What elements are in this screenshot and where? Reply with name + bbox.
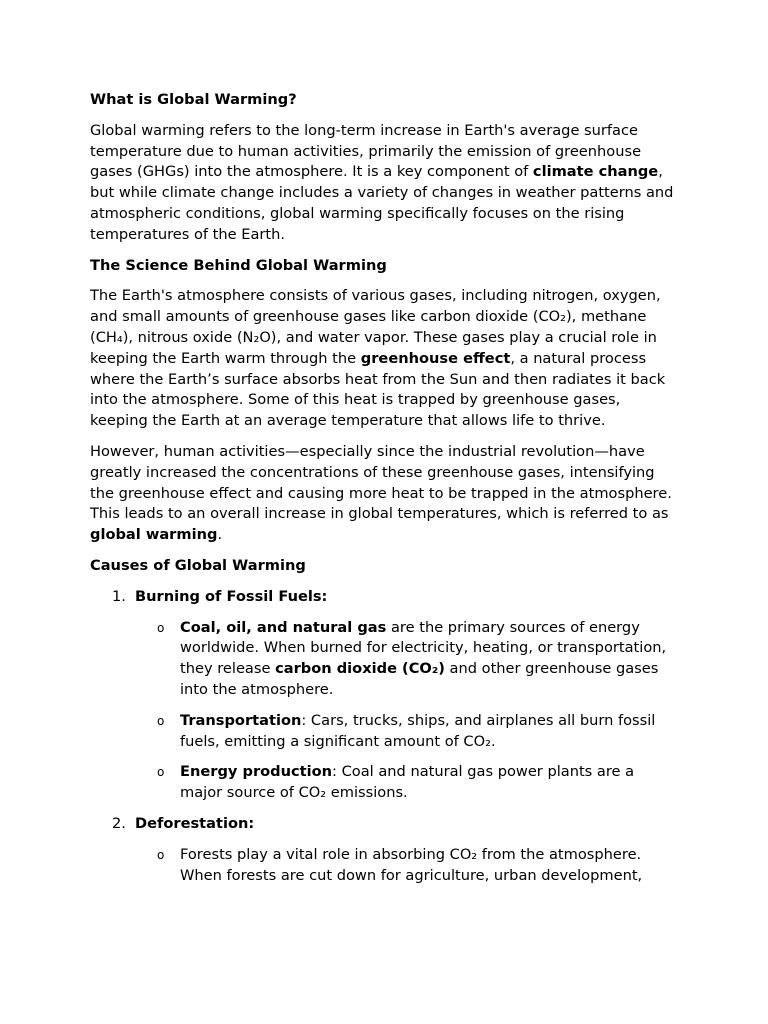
- document-page: [90, 90, 680, 896]
- cause-label: Deforestation:: [135, 814, 255, 832]
- cause-label: Burning of Fossil Fuels:: [135, 587, 328, 605]
- bullet-coal-oil-gas: o Coal, oil, and natural gas are the primary sources of energy worldwide. When burned for electricity, heating, or transportation, they release carbon dioxide (CO₂) and other greenhouse gases into the atmosphere.: [157, 618, 667, 698]
- climate-change-term: climate change: [532, 163, 659, 181]
- bullet-energy-production: o Energy production: Coal and natural gas power plants are a major source of CO₂ emissions.: [157, 763, 635, 802]
- cause-item-fossil-fuels: [90, 587, 680, 608]
- bullet-marker: o: [157, 847, 165, 862]
- page-title: What is Global Warming?: [90, 91, 297, 108]
- intro-paragraph: Global warming refers to the long-term increase in Earth's average surface temperature due to human activities, primarily the emission of greenhouse gases (GHGs) into the atmosphere. It is a key component of climate change, but while climate change includes a variety of changes in weather patterns and atmospheric conditions, global warming specifically focuses on the rising temperatures of the Earth.: [90, 121, 674, 243]
- science-heading: The Science Behind Global Warming: [90, 256, 387, 274]
- global-warming-term: global warming: [90, 526, 218, 544]
- bullet-forests: o Forests play a vital role in absorbing CO₂ from the atmosphere. When forests are cut down for agriculture, urban development,: [157, 845, 643, 884]
- cause-item-deforestation: [90, 814, 680, 835]
- bullet-marker: o: [157, 765, 165, 780]
- bullet-marker: o: [157, 620, 165, 635]
- science-paragraph-2: However, human activities—especially since the industrial revolution—have greatly increased the concentrations of these greenhouse gases, intensifying the greenhouse effect and causing more heat to be trapped in the atmosphere. This leads to an overall increase in global temperatures, which is referred to as global warming.: [90, 442, 672, 544]
- bullet-marker: o: [157, 713, 165, 728]
- list-number: 1.: [112, 587, 126, 605]
- causes-heading: Causes of Global Warming: [90, 556, 306, 574]
- greenhouse-effect-term: greenhouse effect: [360, 349, 511, 367]
- list-number: 2.: [112, 814, 126, 832]
- bullet-transportation: o Transportation: Cars, trucks, ships, and airplanes all burn fossil fuels, emitting a significant amount of CO₂.: [157, 711, 656, 750]
- science-paragraph-1: The Earth's atmosphere consists of various gases, including nitrogen, oxygen, and small amounts of greenhouse gases like carbon dioxide (CO₂), methane (CH₄), nitrous oxide (N₂O), and water vapor. These gases play a crucial role in keeping the Earth warm through the greenhouse effect, a natural process where the Earth’s surface absorbs heat from the Sun and then radiates it back into the atmosphere. Some of this heat is trapped by greenhouse gases, keeping the Earth at an average temperature that allows life to thrive.: [90, 287, 666, 430]
